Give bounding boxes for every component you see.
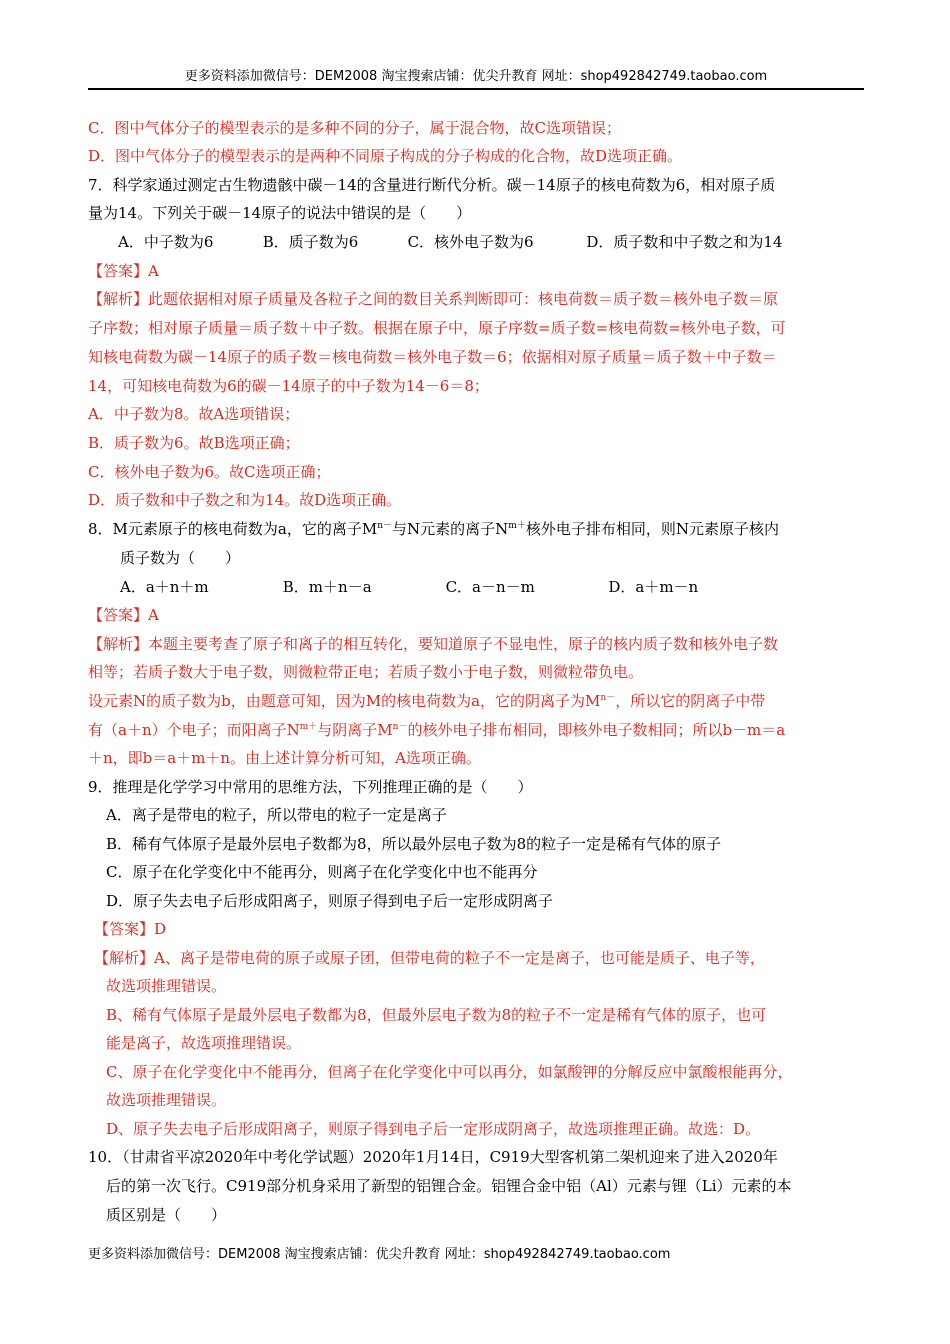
explanation-line: 【解析】此题依据相对原子质量及各粒子之间的数目关系判断即可：核电荷数＝质子数＝核外电子数＝原: [88, 290, 779, 308]
explanation-line: 有（a＋n）个电子；而阳离子$N^{m+}$与阴离子$M^{n-}$的核外电子排布相同，即核外电子数相同；所以b－m＝a: [88, 721, 786, 739]
question-7-stem: 量为14。下列关于碳－14原子的说法中错误的是（ ）: [88, 204, 472, 222]
question-10-stem: 质区别是（ ）: [106, 1206, 227, 1224]
option-d: D．原子失去电子后形成阳离子，则原子得到电子后一定形成阴离子: [106, 892, 554, 910]
answer-8: 【答案】A: [88, 606, 159, 624]
option-d: D．a＋m－n: [608, 578, 699, 596]
option-a: A．离子是带电的粒子，所以带电的粒子一定是离子: [106, 806, 447, 824]
question-8-stem: 8．M元素原子的核电荷数为a，它的离子$M^{n-}$与N元素的离子$N^{m+}$核外电子排布相同，则N元素原子核内: [88, 520, 779, 538]
option-b: B．质子数为6: [262, 233, 359, 251]
option-c: C．a－n－m: [445, 578, 535, 596]
explanation-line: B．质子数为6。故B选项正确；: [88, 434, 300, 452]
question-8-stem: 质子数为（ ）: [120, 549, 241, 567]
page-footer: 更多资料添加微信号：DEM2008 淘宝搜索店铺：优尖升教育 网址：shop492842749.taobao.com: [88, 1247, 671, 1262]
explanation-line: D．图中气体分子的模型表示的是两种不同原子构成的分子构成的化合物，故D选项正确。: [88, 147, 683, 165]
option-c: C．原子在化学变化中不能再分，则离子在化学变化中也不能再分: [106, 863, 538, 881]
explanation-line: 故选项推理错误。: [106, 1091, 227, 1109]
option-c: C．核外电子数为6: [407, 233, 534, 251]
page-header: 更多资料添加微信号：DEM2008 淘宝搜索店铺：优尖升教育 网址：shop492842749.taobao.com: [88, 66, 864, 90]
explanation-line: D．质子数和中子数之和为14。故D选项正确。: [88, 491, 402, 509]
explanation-line: 故选项推理错误。: [106, 977, 227, 995]
option-b: B．m＋n－a: [282, 578, 372, 596]
explanation-line: D、原子失去电子后形成阳离子，则原子得到电子后一定形成阴离子，故选项推理正确。故选：D。: [106, 1120, 761, 1138]
question-9-stem: 9．推理是化学学习中常用的思维方法，下列推理正确的是（ ）: [88, 778, 533, 796]
explanation-line: B、稀有气体原子是最外层电子数都为8，但最外层电子数为8的粒子不一定是稀有气体的原子，也可: [106, 1006, 767, 1024]
option-a: A．中子数为6: [118, 233, 214, 251]
explanation-line: C．图中气体分子的模型表示的是多种不同的分子，属于混合物，故C选项错误；: [88, 119, 621, 137]
explanation-line: ＋n，即b＝a＋m＋n。由上述计算分析可知，A选项正确。: [88, 749, 481, 767]
question-8-options: [120, 577, 698, 597]
explanation-line: 子序数；相对原子质量＝质子数＋中子数。根据在原子中，原子序数=质子数=核电荷数=核外电子数，可: [88, 319, 786, 337]
explanation-line: A．中子数为8。故A选项错误；: [88, 405, 300, 423]
explanation-line: 知核电荷数为碳－14原子的质子数＝核电荷数＝核外电子数＝6；依据相对原子质量＝质子数＋中子数＝: [88, 348, 777, 366]
explanation-line: 【解析】A、离子是带电荷的原子或原子团，但带电荷的粒子不一定是离子，也可能是质子、电子等，: [94, 949, 765, 967]
answer-9: 【答案】D: [94, 920, 167, 938]
explanation-line: 【解析】本题主要考查了原子和离子的相互转化，要知道原子不显电性，原子的核内质子数和核外电子数: [88, 635, 779, 653]
explanation-line: C．核外电子数为6。故C选项正确；: [88, 463, 331, 481]
question-7-stem: 7．科学家通过测定古生物遗骸中碳－14的含量进行断代分析。碳－14原子的核电荷数为6，相对原子质: [88, 176, 776, 194]
question-10-stem: 后的第一次飞行。C919部分机身采用了新型的铝锂合金。铝锂合金中铝（Al）元素与锂（Li）元素的本: [106, 1177, 792, 1195]
explanation-line: 相等；若质子数大于电子数，则微粒带正电；若质子数小于电子数，则微粒带负电。: [88, 663, 644, 681]
explanation-line: 设元素N的质子数为b，由题意可知，因为M的核电荷数为a，它的阴离子为$M^{n-}$，所以它的阴离子中带: [88, 692, 766, 710]
explanation-line: 能是离子，故选项推理错误。: [106, 1034, 302, 1052]
answer-7: 【答案】A: [88, 262, 159, 280]
option-d: D．质子数和中子数之和为14: [586, 233, 783, 251]
option-b: B．稀有气体原子是最外层电子数都为8，所以最外层电子数为8的粒子一定是稀有气体的原子: [106, 835, 722, 853]
explanation-line: C、原子在化学变化中不能再分，但离子在化学变化中可以再分，如氯酸钾的分解反应中氯酸根能再分，: [106, 1063, 793, 1081]
option-a: A．a＋n＋m: [120, 578, 209, 596]
question-7-options: [118, 232, 782, 252]
explanation-line: 14，可知核电荷数为6的碳－14原子的中子数为14－6＝8；: [88, 377, 489, 395]
question-10-stem: 10．（甘肃省平凉2020年中考化学试题）2020年1月14日，C919大型客机第二架机迎来了进入2020年: [88, 1148, 778, 1166]
